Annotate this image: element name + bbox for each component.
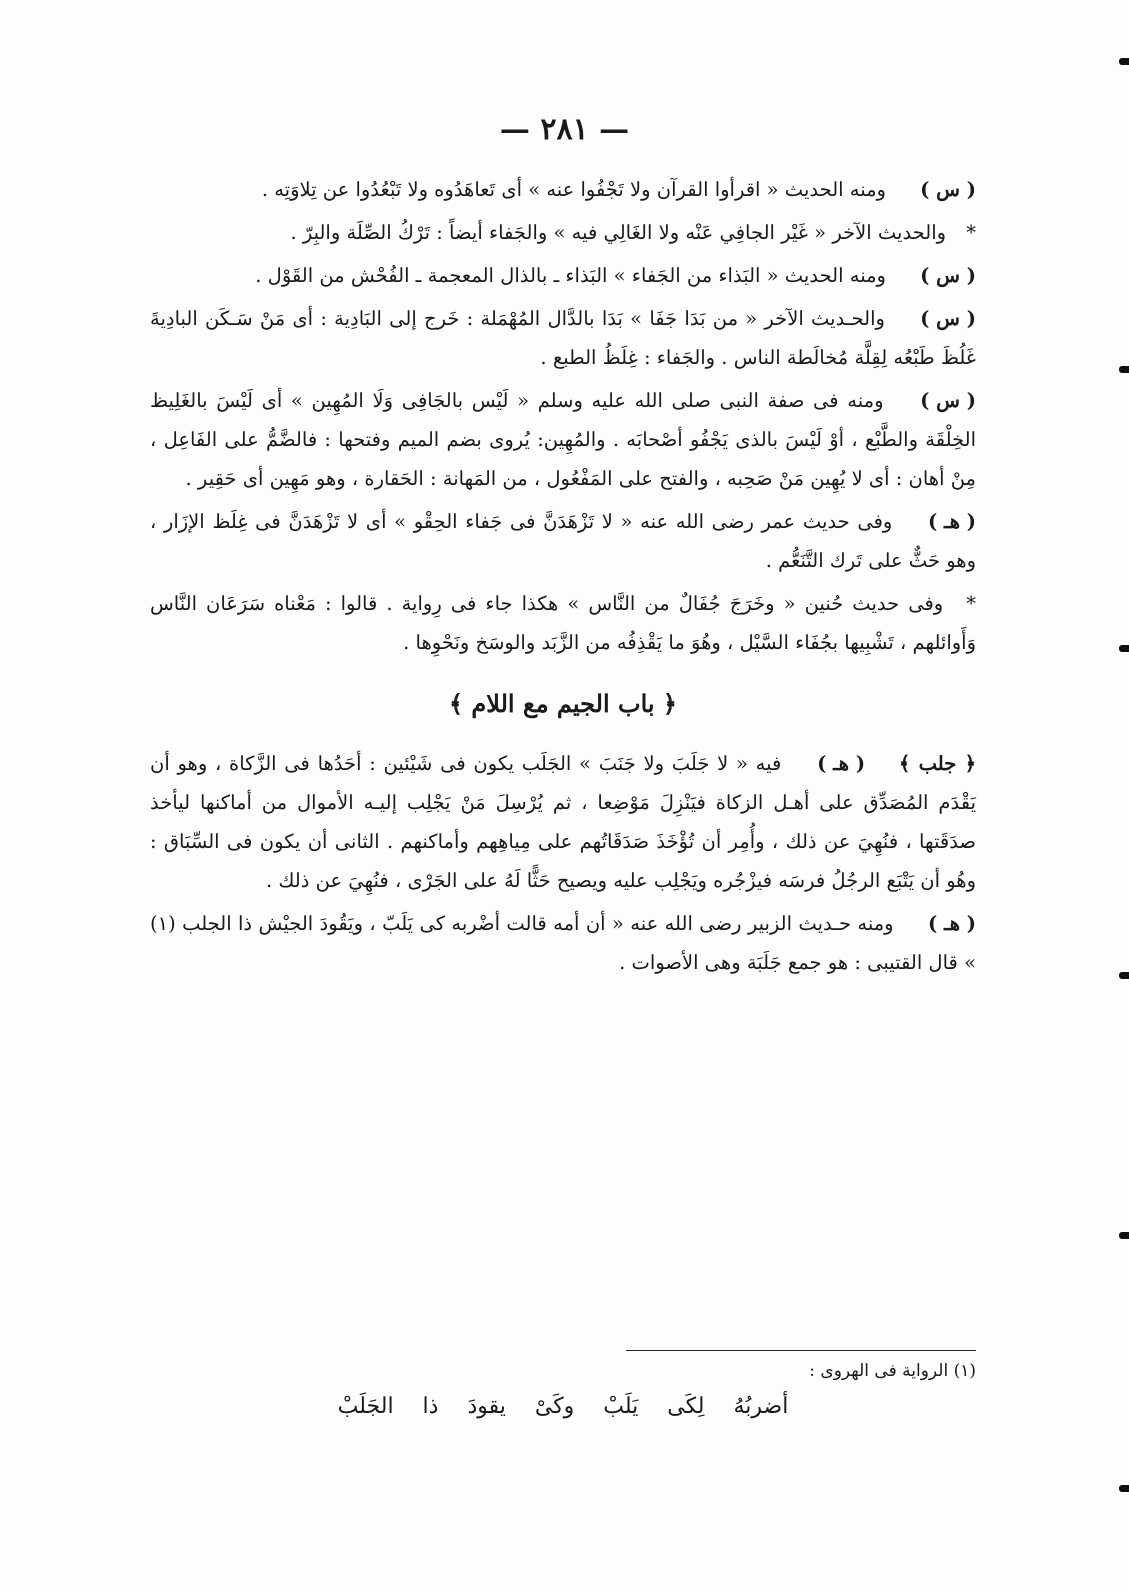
main-text	[150, 170, 976, 986]
paragraph	[150, 381, 976, 498]
source-mark: ( هـ )	[927, 510, 977, 533]
source-mark: ( هـ )	[817, 752, 866, 775]
source-mark: ( س )	[920, 307, 976, 330]
source-mark: ( س )	[920, 264, 976, 287]
scan-edge-mark	[1119, 645, 1129, 652]
star-mark: *	[966, 592, 976, 615]
source-mark: ( س )	[920, 389, 976, 412]
footnote-verse: أضربُهُ لِكَى يَلَبْ وكَىْ يقودَ ذا الجَلَبْ	[337, 1394, 789, 1419]
paragraph-text: وفى حديث عمر رضى الله عنه « لا تَزْهَدَنَّ فى جَفاء الحِقْو » أى لا تَزْهَدَنَّ فى غِلَظ الإزَار ، وهو حَثٌّ على تَرك التَّنَعُّم .	[150, 510, 976, 572]
paragraph-text: والحديث الآخر « غَيْر الجافِي عَنْه ولا الغَالِي فيه » والجَفاء أيضاً : تَرْكُ الصِّلَة والبِرّ .	[290, 221, 947, 244]
chapter-title: ﴿ باب الجيم مع اللام ﴾	[449, 689, 677, 718]
paragraph-text: ومنه فى صفة النبى صلى الله عليه وسلم « لَيْس بالجَافِى وَلَا المُهِين » أى لَيْسَ بالغَلِيظ الخِلْقَة والطَّبْع ، أوْ لَيْسَ بالذى يَجْفُو أصْحابَه . والمُهِين: يُروى بضم الميم وفتحها : فالضَّمُّ على الفَاعِل ، مِنْ أهان : أى لا يُهِين مَنْ صَحِبه ، والفتح على المَفْعُول ، من المَهانة : الحَقارة ، وهو مَهِين أى حَقِير .	[150, 389, 976, 490]
footnote-label: (١) الرواية فى الهروى :	[809, 1361, 976, 1381]
entry-paragraph	[150, 904, 976, 982]
paragraph-text: ومنه الحديث « البَذاء من الجَفاء » البَذاء ـ بالذال المعجمة ـ الفُحْش من القَوْل .	[255, 264, 886, 287]
scan-edge-mark	[1119, 1485, 1129, 1492]
scan-edge-mark	[1119, 972, 1129, 979]
paragraph	[150, 256, 976, 295]
paragraph	[150, 502, 976, 580]
paragraph	[150, 213, 976, 252]
footnote-divider	[626, 1350, 976, 1351]
paragraph-text: ومنه الحديث « اقرأوا القرآن ولا تَجْفُوا عنه » أى تَعاهَدُوه ولا تَبْعُدُوا عن تِلاوَتِه .	[261, 178, 886, 201]
source-mark: ( س )	[920, 178, 976, 201]
scan-edge-mark	[1119, 366, 1129, 373]
star-mark: *	[966, 221, 976, 244]
page-number: — ٢٨١ —	[499, 112, 630, 147]
entry-paragraph	[150, 744, 976, 900]
paragraph	[150, 170, 976, 209]
paragraph-text: ومنه حـديث الزبير رضى الله عنه « أن أمه قالت أضْربه كى يَلَبّ ، ويَقُودَ الجيْش ذا الجلب (١) » قال القتيبى : هو جمع جَلَبَة وهى الأصوات .	[150, 912, 976, 974]
paragraph-text: فيه « لا جَلَبَ ولا جَنَبَ » الجَلَب يكون فى شَيْئين : أحَدُها فى الزَّكاة ، وهو أن يَقْدَم المُصَدِّق على أهـل الزكاة فيَنْزِلَ مَوْضِعا ، ثم يُرْسِلَ مَنْ يَجْلِب إليـه الأموال من أماكنها ليأخذ صدَقَتها ، فنُهِيَ عن ذلك ، وأُمِر أن تُؤْخَذَ صَدَقَاتُهم على مِياهِهم وأماكنهم . الثانى أن يكون فى السِّبَاق : وهُو أن يَتْبَع الرجُلُ فرسَه فيزْجُره ويَجْلِب عليه ويصيح حَثًّا لَهُ على الجَرْى ، فنُهِيَ عن ذلك .	[150, 752, 976, 892]
paragraph-text: والحـديث الآخر « من بَدَا جَفَا » بَدَا بالدَّال المُهْمَلة : خَرج إلى البَادِية : أى مَنْ سَـكَن البادِيةَ غَلُظَ طَبْعُه لِقِلَّة مُخالَطة الناس . والجَفاء : غِلَظُ الطبع .	[150, 307, 976, 369]
entry-keyword: ﴿ جلب ﴾	[898, 752, 976, 775]
paragraph-text: وفى حديث حُنين « وخَرَجَ جُفَالٌ من النَّاس » هكذا جاء فى رِواية . قالوا : مَعْناه سَرَعَان النَّاس وَأَوائلهم ، تَشْبِيها بجُفَاء السَّيْل ، وهُوَ ما يَقْذِفُه من الزَّبَد والوسَخ ونَحْوِها .	[150, 592, 976, 654]
paragraph	[150, 584, 976, 662]
footnote	[150, 1356, 976, 1422]
scan-edge-mark	[1119, 58, 1129, 65]
scan-edge-mark	[1119, 1232, 1129, 1239]
source-mark: ( هـ )	[927, 912, 977, 935]
paragraph	[150, 299, 976, 377]
